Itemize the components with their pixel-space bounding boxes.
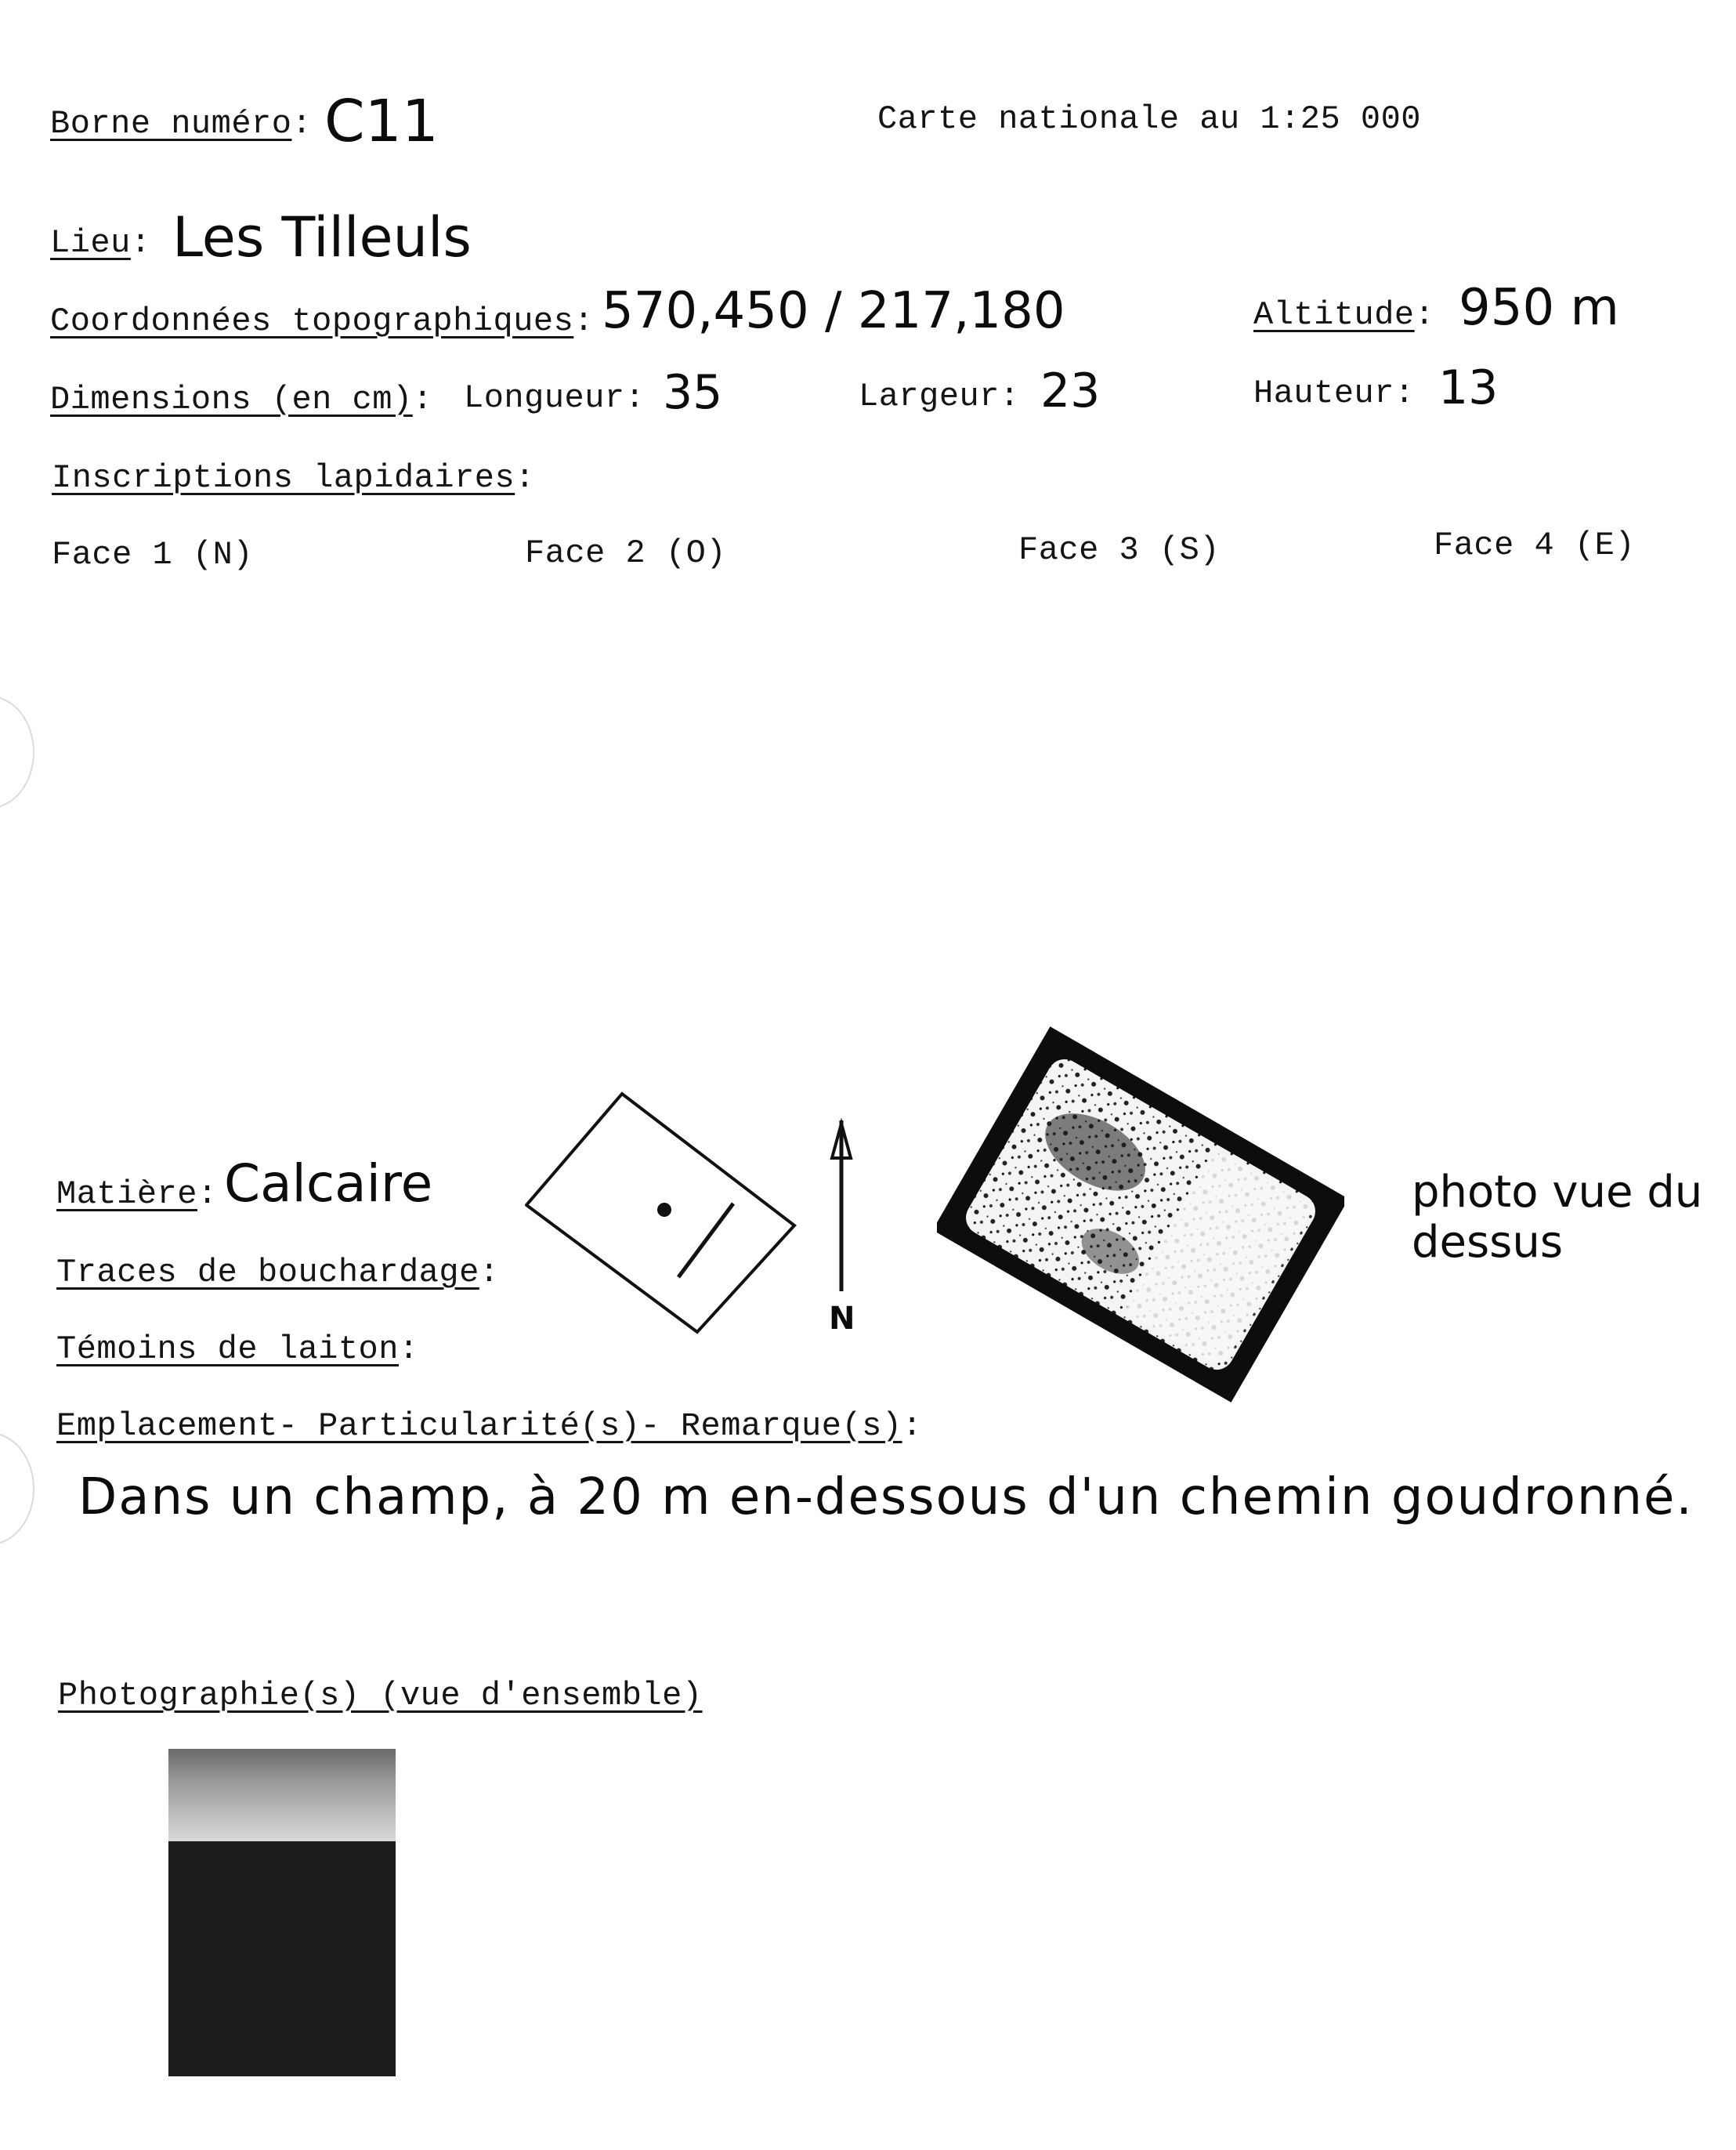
- longueur-value: 35: [663, 365, 723, 420]
- traces-label: Traces de bouchardage: [56, 1254, 479, 1291]
- borne-value: C11: [324, 88, 439, 155]
- borne-row: Borne numéro:: [50, 105, 313, 143]
- coordonnees-value: 570,450 / 217,180: [602, 282, 1065, 340]
- temoins-label: Témoins de laiton: [56, 1330, 399, 1368]
- photos-label: Photographie(s) (vue d'ensemble): [58, 1677, 703, 1714]
- photos-row: [58, 1677, 703, 1714]
- coordonnees-row: Coordonnées topographiques:: [50, 302, 595, 340]
- matiere-label: Matière: [56, 1175, 197, 1213]
- temoins-row: Témoins de laiton:: [56, 1330, 419, 1368]
- face-label: Face 3 (S): [1018, 531, 1221, 569]
- matiere-row: Matière:: [56, 1175, 218, 1213]
- lieu-label: Lieu: [50, 224, 131, 262]
- lieu-value: Les Tilleuls: [172, 205, 472, 270]
- top-view-photo: [937, 1026, 1344, 1403]
- altitude-row: Altitude:: [1253, 296, 1435, 334]
- remarques-label: Emplacement- Particularité(s)- Remarque(s): [56, 1407, 902, 1445]
- face-label: Face 1 (N): [52, 536, 254, 574]
- north-label: N: [829, 1301, 855, 1337]
- borne-label: Borne numéro: [50, 105, 292, 143]
- matiere-value: Calcaire: [224, 1153, 433, 1214]
- groove-mark: [678, 1203, 733, 1277]
- altitude-label: Altitude: [1253, 296, 1415, 334]
- inscriptions-row: Inscriptions lapidaires:: [52, 459, 535, 497]
- hauteur-value: 13: [1438, 360, 1499, 415]
- largeur-value: 23: [1040, 364, 1101, 418]
- traces-row: Traces de bouchardage:: [56, 1254, 500, 1291]
- hauteur-label: Hauteur:: [1253, 375, 1415, 412]
- center-mark: [657, 1203, 671, 1217]
- binder-hole: [0, 696, 34, 809]
- coordonnees-label: Coordonnées topographiques: [50, 302, 574, 340]
- lieu-row: Lieu:: [50, 224, 151, 262]
- photo-caption: photo vue du dessus: [1412, 1167, 1703, 1268]
- face-label: Face 4 (E): [1434, 527, 1636, 564]
- inscriptions-label: Inscriptions lapidaires: [52, 459, 515, 497]
- dimensions-label: Dimensions (en cm): [50, 381, 413, 418]
- carte-nationale: Carte nationale au 1:25 000: [877, 100, 1422, 138]
- largeur-label: Largeur:: [859, 378, 1020, 415]
- remarques-row: Emplacement- Particularité(s)- Remarque(s):: [56, 1407, 923, 1445]
- remarques-value: Dans un champ, à 20 m en-dessous d'un chemin goudronné.: [78, 1468, 1694, 1526]
- altitude-value: 950 m: [1459, 279, 1619, 337]
- dimensions-row: Dimensions (en cm):: [50, 381, 433, 418]
- overview-photo: [168, 1749, 396, 2076]
- binder-hole: [0, 1432, 34, 1545]
- longueur-label: Longueur:: [464, 379, 646, 417]
- face-label: Face 2 (O): [525, 534, 727, 572]
